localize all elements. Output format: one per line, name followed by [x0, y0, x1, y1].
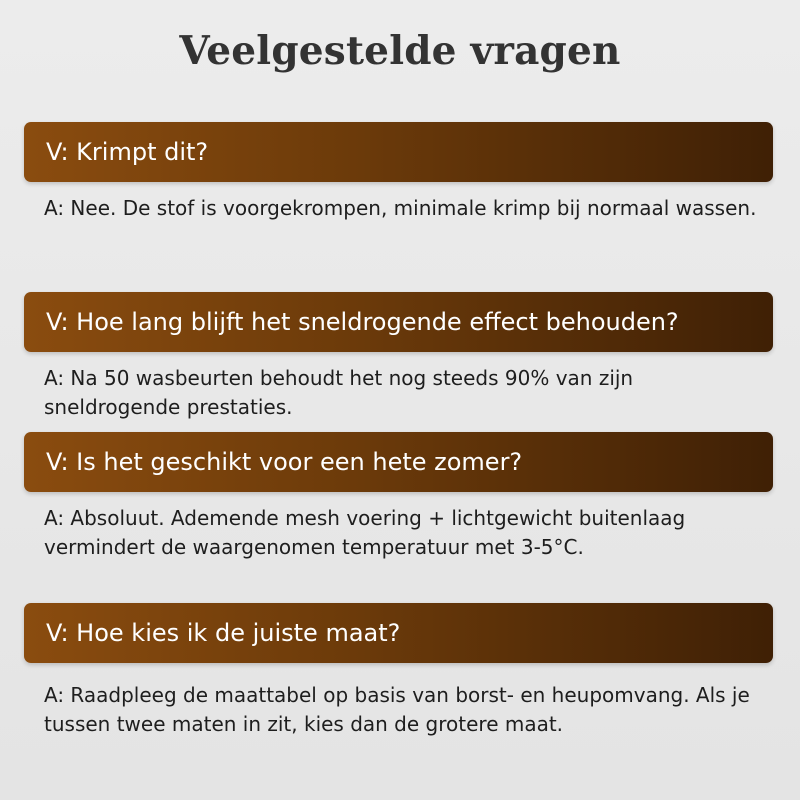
faq-question-bar[interactable] [24, 122, 773, 182]
faq-answer-text: A: Raadpleeg de maattabel op basis van borst- en heupomvang. Als je tussen twee maten in zit, kies dan de grotere maat. [44, 683, 750, 736]
faq-answer-text: A: Na 50 wasbeurten behoudt het nog steeds 90% van zijn sneldrogende prestaties. [44, 366, 634, 419]
faq-item [24, 292, 773, 422]
faq-question-text: V: Hoe kies ik de juiste maat? [46, 619, 401, 647]
page-title: Veelgestelde vragen [179, 28, 621, 74]
faq-item [24, 122, 773, 223]
faq-answer-text: A: Absoluut. Ademende mesh voering + lichtgewicht buitenlaag vermindert de waargenomen temperatuur met 3-5°C. [44, 506, 686, 559]
faq-question-bar[interactable] [24, 603, 773, 663]
faq-question-bar[interactable] [24, 292, 773, 352]
faq-answer-text: A: Nee. De stof is voorgekrompen, minimale krimp bij normaal wassen. [44, 196, 757, 220]
faq-question-bar[interactable] [24, 432, 773, 492]
faq-item [24, 432, 773, 562]
faq-question-text: V: Krimpt dit? [46, 138, 209, 166]
faq-question-text: V: Hoe lang blijft het sneldrogende effect behouden? [46, 308, 679, 336]
faq-question-text: V: Is het geschikt voor een hete zomer? [46, 448, 523, 476]
faq-item [24, 603, 773, 739]
